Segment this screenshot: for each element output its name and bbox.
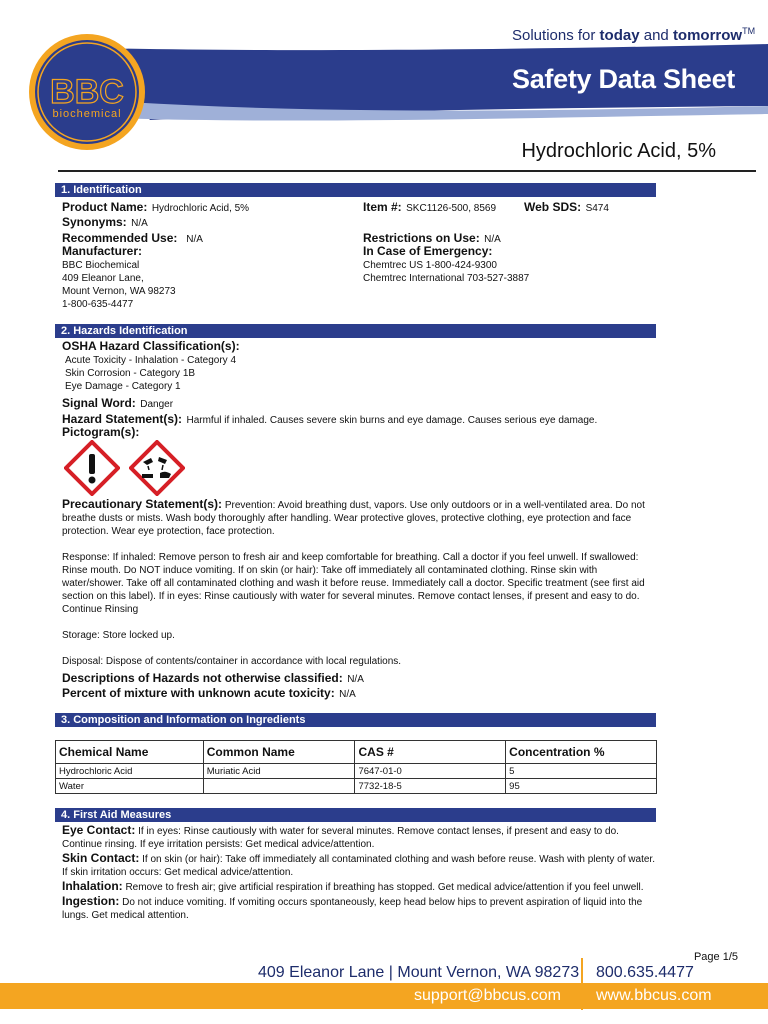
exclamation-mark-pictogram-icon [64, 440, 120, 496]
hazard-statement-row: Hazard Statement(s): Harmful if inhaled. Causes severe skin burns and eye damage. Causes serious eye damage. [62, 412, 598, 426]
precautionary-prevention: Precautionary Statement(s): Prevention: Avoid breathing dust, vapors. Use only outdoors or in a well-ventilated area. Do not breathe dusts or mists. Wash body thoroughly after handling. Wear protective gloves, protective clothing, eye protection and face protection. Wear eye protection, face protection. [62, 497, 645, 537]
precautionary-disposal: Disposal: Dispose of contents/container in accordance with local regulations. [62, 656, 402, 667]
table-cell: 7732-18-5 [355, 779, 506, 794]
osha-label: OSHA Hazard Classification(s): [62, 339, 240, 353]
title-divider [58, 170, 756, 172]
tagline: Solutions for today and tomorrow™ [512, 26, 756, 44]
table-cell: 7647-01-0 [355, 764, 506, 779]
table-cell: 95 [506, 779, 657, 794]
section-first-aid-header: 4. First Aid Measures [55, 808, 656, 822]
precautionary-response: Response: If inhaled: Remove person to fresh air and keep comfortable for breathing. Call a doctor if you feel unwell. If swallowed: Rinse mouth. Do NOT induce vomiting. If on skin (or hair): Take off immediately all contaminated clothing. Rinse skin with water/shower. Take off all contaminated clothing and wash it before reuse. Immediately call a doctor. Specific treatment (see first aid section on this label). If in eyes: Rinse cautiously with water for several minutes. Remove contact lenses, if present and easy to do. Continue Rinsing [62, 552, 645, 615]
footer-address: 409 Eleanor Lane | Mount Vernon, WA 98273 [258, 964, 580, 981]
logo-subtext: biochemical [52, 108, 122, 120]
osha-classifications: Acute Toxicity - Inhalation - Category 4 Skin Corrosion - Category 1B Eye Damage - Category 1 [65, 355, 237, 392]
footer-website-link[interactable]: www.bbcus.com [596, 987, 712, 1004]
column-header: Chemical Name [56, 741, 204, 764]
hnoc-row: Descriptions of Hazards not otherwise classified: N/A [62, 671, 364, 685]
table-cell: Muriatic Acid [203, 764, 355, 779]
column-header: Common Name [203, 741, 355, 764]
unknown-toxicity-row: Percent of mixture with unknown acute toxicity: N/A [62, 686, 356, 700]
section-composition-header: 3. Composition and Information on Ingredients [55, 713, 656, 727]
recommended-use-row: Recommended Use: N/A [62, 231, 203, 245]
footer-divider [581, 958, 583, 1010]
table-cell: Hydrochloric Acid [56, 764, 204, 779]
corrosion-pictogram-icon [129, 440, 185, 496]
manufacturer-address: BBC Biochemical 409 Eleanor Lane, Mount Vernon, WA 98273 1-800-635-4477 [62, 260, 176, 310]
restrictions-row: Restrictions on Use: N/A [363, 231, 501, 245]
table-header-row [56, 741, 657, 764]
precautionary-storage: Storage: Store locked up. [62, 630, 175, 641]
column-header: Concentration % [506, 741, 657, 764]
table-cell: 5 [506, 764, 657, 779]
column-header: CAS # [355, 741, 506, 764]
item-number-row: Item #: SKC1126-500, 8569 [363, 200, 497, 214]
section-hazards-header: 2. Hazards Identification [55, 324, 656, 338]
emergency-label: In Case of Emergency: [363, 244, 493, 258]
emergency-contacts: Chemtrec US 1-800-424-9300 Chemtrec International 703-527-3887 [363, 260, 530, 284]
ingestion-block: Ingestion: Do not induce vomiting. If vomiting occurs spontaneously, keep head below hips to prevent aspiration of liquid into the lungs. Get medical attention. [62, 894, 643, 921]
inhalation-block: Inhalation: Remove to fresh air; give artificial respiration if breathing has stopped. Get medical advice/attention if you feel unwell. [62, 879, 644, 893]
section-identification-header: 1. Identification [55, 183, 656, 197]
product-name-row: Product Name: Hydrochloric Acid, 5% [62, 200, 250, 214]
document-title: Safety Data Sheet [512, 64, 735, 94]
footer-phone: 800.635.4477 [596, 964, 694, 981]
page-number: Page 1/5 [693, 951, 738, 963]
ingredients-table [55, 740, 657, 794]
synonyms-row: Synonyms: N/A [62, 215, 148, 229]
signal-word-row: Signal Word: Danger [62, 396, 174, 410]
table-cell: Water [56, 779, 204, 794]
table-cell [203, 779, 355, 794]
table-row [56, 764, 657, 779]
manufacturer-label: Manufacturer: [62, 244, 143, 258]
pictogram-label: Pictogram(s): [62, 425, 140, 439]
table-row [56, 779, 657, 794]
footer-email-link[interactable]: support@bbcus.com [414, 987, 561, 1004]
logo-text: BBC [50, 73, 124, 111]
product-title: Hydrochloric Acid, 5% [521, 140, 716, 162]
skin-contact-block: Skin Contact: If on skin (or hair): Take off immediately all contaminated clothing and wash before reuse. Wash with plenty of water. If skin irritation occurs: Get medical advice/attention. [62, 851, 655, 878]
eye-contact-block: Eye Contact: If in eyes: Rinse cautiously with water for several minutes. Remove contact lenses, if present and easy to do. Continue rinsing. If eye irritation persists: Get medical advice/attention. [62, 823, 619, 850]
web-sds-row: Web SDS: S474 [524, 200, 609, 214]
